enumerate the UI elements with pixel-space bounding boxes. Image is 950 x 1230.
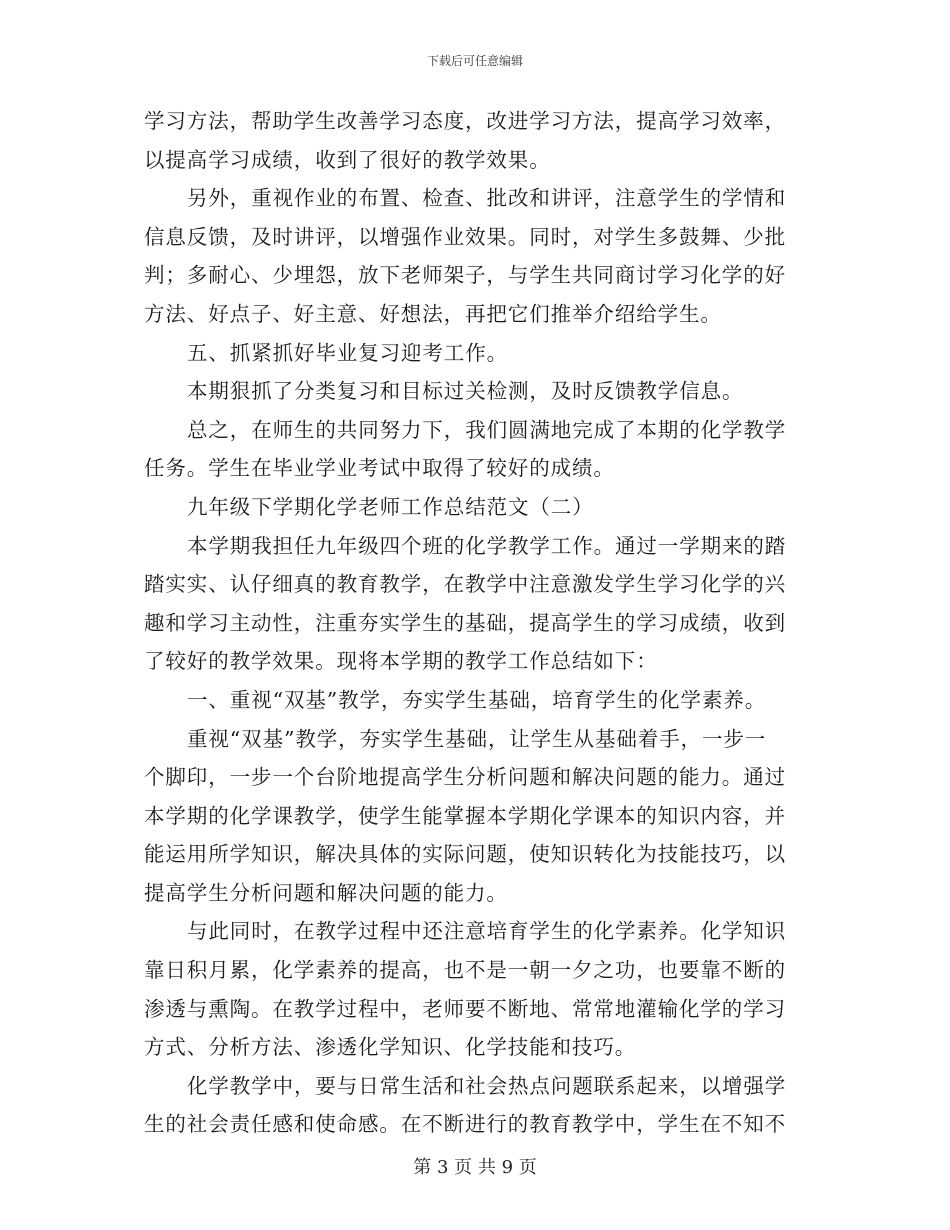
document-body — [144, 102, 800, 1144]
text-line: 判；多耐心、少埋怨，放下老师架子，与学生共同商讨学习化学的好 — [144, 263, 786, 288]
text-line: 九年级下学期化学老师工作总结范文（二） — [187, 494, 594, 519]
text-line: 任务。学生在毕业学业考试中取得了较好的成绩。 — [144, 456, 615, 481]
text-line: 了较好的教学效果。现将本学期的教学工作总结如下： — [144, 649, 658, 674]
text-line: 以提高学习成绩，收到了很好的教学效果。 — [144, 147, 551, 172]
text-line: 方法、好点子、好主意、好想法，再把它们推举介绍给学生。 — [144, 301, 722, 326]
page-header: 下载后可任意编辑 — [426, 54, 523, 68]
text-line: 五、抓紧抓好毕业复习迎考工作。 — [187, 340, 508, 365]
text-line: 趣和学习主动性，注重夯实学生的基础，提高学生的学习成绩，收到 — [144, 610, 786, 635]
text-line: 学习方法，帮助学生改善学习态度，改进学习方法，提高学习效率， — [144, 109, 786, 133]
text-line: 踏实实、认仔细真的教育教学，在教学中注意激发学生学习化学的兴 — [144, 572, 786, 597]
text-line: 生的社会责任感和使命感。在不断进行的教育教学中，学生在不知不 — [144, 1112, 786, 1137]
text-line: 个脚印，一步一个台阶地提高学生分析问题和解决问题的能力。通过 — [144, 765, 786, 790]
text-line: 重视“双基”教学，夯实学生基础，让学生从基础着手，一步一 — [187, 726, 767, 751]
text-line: 方式、分析方法、渗透化学知识、化学技能和技巧。 — [144, 1035, 637, 1060]
text-line: 与此同时，在教学过程中还注意培育学生的化学素养。化学知识 — [187, 919, 787, 944]
page-footer: 第 3 页 共 9 页 — [413, 1157, 537, 1178]
text-line: 本期狠抓了分类复习和目标过关检测，及时反馈教学信息。 — [187, 379, 744, 404]
text-line: 渗透与熏陶。在教学过程中，老师要不断地、常常地灌输化学的学习 — [144, 996, 786, 1021]
text-line: 信息反馈，及时讲评，以增强作业效果。同时，对学生多鼓舞、少批 — [144, 224, 786, 249]
text-line: 总之，在师生的共同努力下，我们圆满地完成了本期的化学教学 — [187, 417, 787, 442]
text-line: 一、重视“双基”教学，夯实学生基础，培育学生的化学素养。 — [187, 687, 767, 712]
text-line: 靠日积月累，化学素养的提高，也不是一朝一夕之功，也要靠不断的 — [144, 958, 786, 983]
text-line: 本学期我担任九年级四个班的化学教学工作。通过一学期来的踏 — [187, 533, 787, 558]
text-line: 本学期的化学课教学，使学生能掌握本学期化学课本的知识内容，并 — [144, 803, 786, 828]
text-line: 化学教学中，要与日常生活和社会热点问题联系起来，以增强学 — [187, 1073, 787, 1098]
text-line: 能运用所学知识，解决具体的实际问题，使知识转化为技能技巧，以 — [144, 842, 786, 867]
text-line: 提高学生分析问题和解决问题的能力。 — [144, 880, 508, 905]
text-line: 另外，重视作业的布置、检查、批改和讲评，注意学生的学情和 — [187, 186, 787, 211]
